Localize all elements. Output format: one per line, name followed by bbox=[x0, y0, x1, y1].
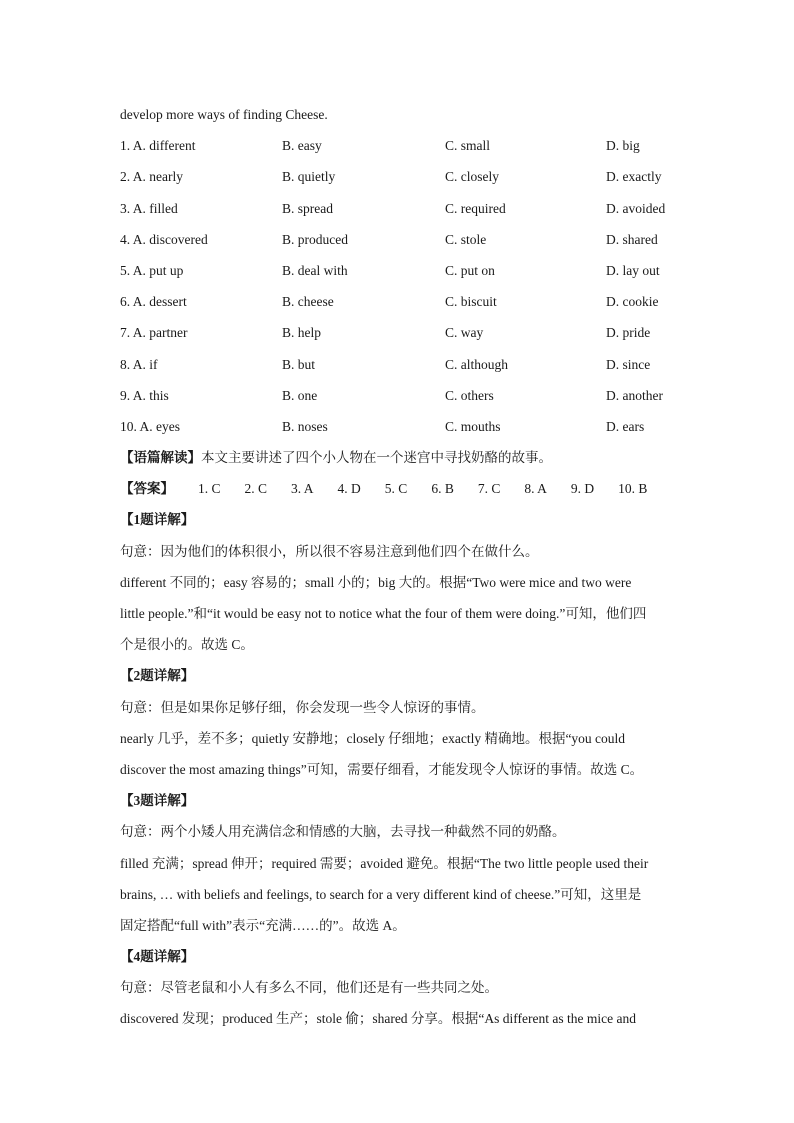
option-row-7 bbox=[120, 317, 680, 348]
option-b: B. quietly bbox=[282, 169, 336, 185]
option-b: B. spread bbox=[282, 200, 333, 216]
option-a: 9. A. this bbox=[120, 387, 169, 403]
answer-item: 9. D bbox=[570, 481, 595, 497]
option-d: D. exactly bbox=[606, 169, 662, 185]
option-row-1 bbox=[120, 130, 680, 161]
explanation-heading: 【2题详解】 bbox=[120, 668, 195, 684]
explanation-line: brains, … with beliefs and feelings, to search for a very different kind of cheese.”可知，这里是 bbox=[120, 886, 642, 902]
option-b: B. one bbox=[282, 387, 318, 403]
explanation-heading: 【4题详解】 bbox=[120, 949, 195, 965]
answer-item: 2. C bbox=[244, 481, 268, 497]
explanation-line: 句意：但是如果你足够仔细，你会发现一些令人惊讶的事情。 bbox=[120, 699, 485, 715]
option-row-8 bbox=[120, 349, 680, 380]
option-b: B. but bbox=[282, 356, 316, 372]
option-b: B. noses bbox=[282, 418, 328, 434]
intro-line: develop more ways of finding Cheese. bbox=[120, 107, 328, 122]
option-a: 7. A. partner bbox=[120, 325, 188, 341]
option-c: C. biscuit bbox=[445, 294, 497, 310]
option-d: D. lay out bbox=[606, 262, 660, 278]
explanation-1 bbox=[120, 504, 680, 660]
answer-item: 3. A bbox=[291, 481, 314, 497]
option-row-9 bbox=[120, 380, 680, 411]
option-a: 8. A. if bbox=[120, 356, 158, 372]
answer-item: 8. A bbox=[524, 481, 547, 497]
explanation-line: 个是很小的。故选 C。 bbox=[120, 637, 254, 653]
option-b: B. help bbox=[282, 325, 321, 341]
answer-item: 6. B bbox=[431, 481, 454, 497]
option-d: D. shared bbox=[606, 231, 658, 247]
option-row-2 bbox=[120, 161, 680, 192]
reading-label: 【语篇解读】 bbox=[120, 450, 201, 466]
explanation-line: different 不同的；easy 容易的；small 小的；big 大的。根据“Two were mice and two were bbox=[120, 574, 632, 590]
explanation-line: 固定搭配“full with”表示“充满……的”。故选 A。 bbox=[120, 917, 406, 933]
explanation-line: little people.”和“it would be easy not to notice what the four of them were doing.”可知，他们四 bbox=[120, 606, 647, 621]
option-row-4 bbox=[120, 224, 680, 255]
option-c: C. required bbox=[445, 200, 506, 216]
explanation-line: discovered 发现；produced 生产；stole 偷；shared 分享。根据“As different as the mice and bbox=[120, 1011, 636, 1027]
answer-item: 1. C bbox=[198, 481, 221, 497]
explanation-line: filled 充满；spread 伸开；required 需要；avoided 避免。根据“The two little people used their bbox=[120, 855, 649, 871]
answer-item: 4. D bbox=[337, 481, 361, 497]
answer-item: 10. B bbox=[618, 481, 648, 497]
explanation-line: discover the most amazing things”可知，需要仔细看，才能发现令人惊讶的事情。故选 C。 bbox=[120, 761, 644, 777]
option-d: D. another bbox=[606, 387, 663, 403]
option-d: D. pride bbox=[606, 325, 651, 341]
explanation-2 bbox=[120, 660, 680, 785]
option-c: C. although bbox=[445, 356, 508, 372]
option-c: C. put on bbox=[445, 262, 495, 278]
option-c: C. closely bbox=[445, 169, 499, 185]
option-c: C. stole bbox=[445, 231, 487, 247]
option-row-5 bbox=[120, 255, 680, 286]
option-d: D. cookie bbox=[606, 294, 659, 310]
reading-text: 本文主要讲述了四个小人物在一个迷宫中寻找奶酪的故事。 bbox=[201, 450, 552, 466]
answer-item: 5. C bbox=[384, 481, 408, 497]
option-c: C. others bbox=[445, 387, 494, 403]
option-b: B. deal with bbox=[282, 262, 348, 278]
explanation-heading: 【1题详解】 bbox=[120, 512, 195, 528]
option-b: B. produced bbox=[282, 231, 348, 247]
option-d: D. since bbox=[606, 356, 651, 372]
answer-key bbox=[120, 473, 680, 504]
option-row-10 bbox=[120, 411, 680, 442]
option-a: 3. A. filled bbox=[120, 200, 178, 216]
answer-item: 7. C bbox=[477, 481, 501, 497]
option-row-6 bbox=[120, 286, 680, 317]
explanation-4 bbox=[120, 941, 680, 1035]
option-c: C. small bbox=[445, 138, 491, 154]
option-row-3 bbox=[120, 193, 680, 224]
reading-summary bbox=[120, 442, 680, 473]
explanation-line: 句意：因为他们的体积很小，所以很不容易注意到他们四个在做什么。 bbox=[120, 543, 539, 559]
option-b: B. cheese bbox=[282, 294, 334, 310]
explanation-line: nearly 几乎，差不多；quietly 安静地；closely 仔细地；exactly 精确地。根据“you could bbox=[120, 730, 626, 746]
option-a: 6. A. dessert bbox=[120, 294, 187, 310]
option-a: 2. A. nearly bbox=[120, 169, 183, 185]
options-list bbox=[120, 130, 680, 442]
document-content bbox=[120, 99, 680, 1035]
option-a: 4. A. discovered bbox=[120, 231, 208, 247]
option-c: C. way bbox=[445, 325, 484, 341]
option-a: 5. A. put up bbox=[120, 262, 184, 278]
option-c: C. mouths bbox=[445, 418, 501, 434]
explanation-heading: 【3题详解】 bbox=[120, 793, 195, 809]
option-a: 10. A. eyes bbox=[120, 418, 180, 434]
answer-label: 【答案】 bbox=[120, 481, 174, 497]
option-a: 1. A. different bbox=[120, 138, 196, 154]
option-d: D. big bbox=[606, 138, 640, 154]
explanation-line: 句意：两个小矮人用充满信念和情感的大脑，去寻找一种截然不同的奶酪。 bbox=[120, 824, 566, 840]
explanation-line: 句意：尽管老鼠和小人有多么不同，他们还是有一些共同之处。 bbox=[120, 980, 498, 996]
option-b: B. easy bbox=[282, 138, 322, 154]
option-d: D. avoided bbox=[606, 200, 666, 216]
explanation-3 bbox=[120, 785, 680, 941]
option-d: D. ears bbox=[606, 418, 645, 434]
